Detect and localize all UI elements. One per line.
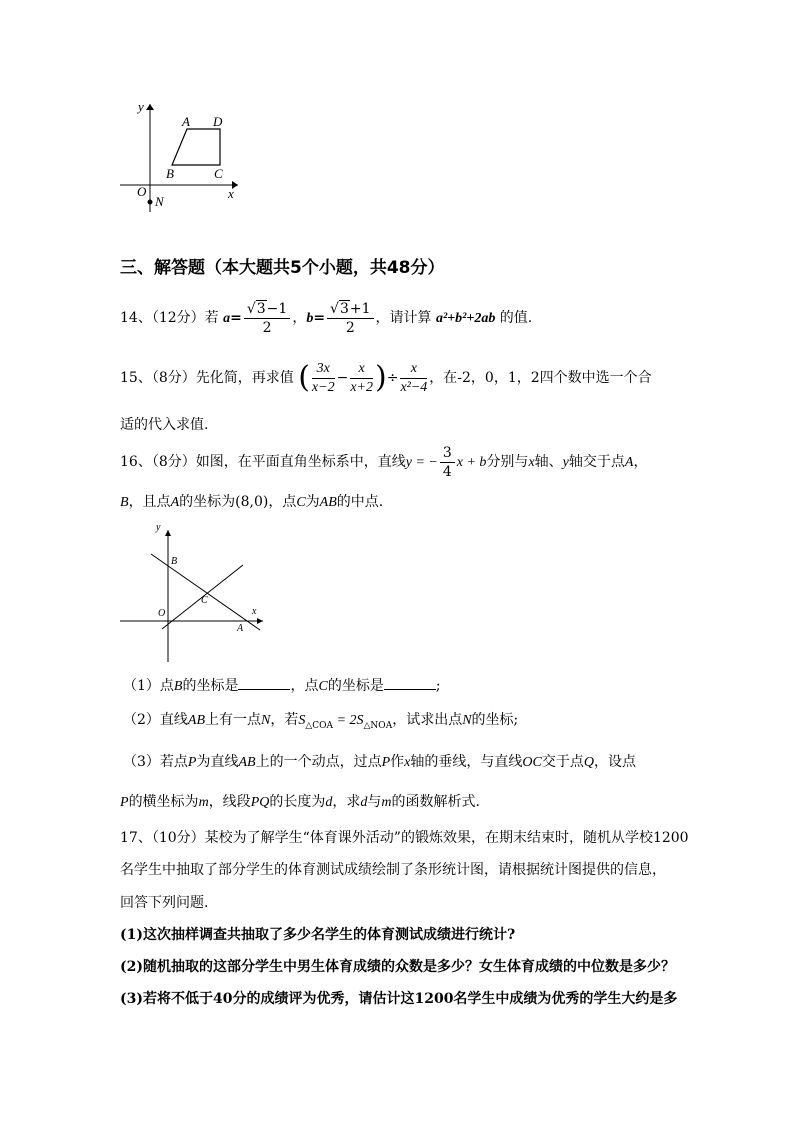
q16-part3-t: d (325, 795, 333, 810)
q16-coord: (8,0) (235, 494, 269, 510)
q16-part3-q: ，线段 (208, 794, 251, 810)
q16-part3-y: 的函数解析式. (391, 794, 480, 810)
q15-frac-2 (350, 360, 373, 397)
q16-part3-o: 的横坐标为 (128, 794, 199, 810)
q16-blank-c[interactable] (384, 675, 436, 690)
q17-sub3: (3)若将不低于40分的成绩评为优秀，请估计这1200名学生中成绩为优秀的学生大约是多 (120, 991, 678, 1007)
q16-part3-d: AB (238, 755, 256, 770)
q16-part3-u: ，求 (332, 794, 361, 810)
q16-part2-l: 的坐标; (471, 712, 519, 728)
section-heading: 三、解答题（本大题共5个小题，共48分） (120, 258, 445, 278)
q16-line2-f: 的中点. (336, 494, 384, 510)
q16-part1-b: B (173, 679, 183, 694)
q14-a-fraction: $\frac{√3-1}{2}$ (244, 300, 290, 337)
fig1-x-label: x (228, 186, 234, 201)
q15-f1-num: 3x (312, 360, 335, 379)
q16-pt-a: A (624, 455, 634, 470)
q16-part2-f: S (298, 713, 306, 728)
q14-a-num-tail: −1 (266, 300, 288, 317)
q16-part1-g: ; (435, 678, 441, 694)
q16-part3-m: ，设点 (593, 754, 636, 770)
q16-line1-end: ， (633, 454, 648, 470)
fig2-o-label: O (158, 608, 166, 619)
q17-line2: 名学生中抽取了部分学生的体育测试成绩绘制了条形统计图，请根据统计图提供的信息， (120, 862, 666, 878)
q16-part3-b: P (187, 755, 197, 770)
fig1-a-label: A (182, 114, 190, 129)
q16-part1-d: ，点 (290, 678, 319, 694)
q14-a-radicand: 3 (256, 300, 266, 317)
q15-open-paren: ( (298, 360, 310, 395)
q15-div: ÷ (386, 370, 399, 386)
q16-part3-line1 (123, 752, 636, 773)
q17-line1: 17、（10分）某校为了解学生“体育课外活动”的锻炼效果，在期末结束时，随机从学校1200 (120, 830, 689, 846)
fig1-d-label: D (213, 114, 223, 129)
question-16-line1 (120, 442, 647, 483)
q16-part3-h: x (404, 755, 411, 770)
q16-line1-b: 分别与 (486, 454, 529, 470)
fig1-b-label: B (166, 166, 174, 181)
fig1-o-label: O (137, 184, 147, 199)
q14-b-fraction: $\frac{√3+1}{2}$ (327, 300, 373, 337)
fig2-a-label: A (237, 623, 244, 634)
fig1-n-label: N (155, 194, 164, 209)
q15-minus: − (336, 370, 349, 386)
q14-eq-2: = (313, 310, 326, 326)
q16-part3-s: 的长度为 (269, 794, 326, 810)
figure-trapezoid (110, 96, 250, 216)
q16-y-var: y (562, 455, 569, 470)
q16-line2-e: 为 (305, 494, 320, 510)
q16-eq-num: 3 (440, 444, 455, 463)
q16-eq-rhs: x + b (456, 455, 487, 470)
q16-eq-den: 4 (442, 463, 452, 480)
trapezoid-abcd (172, 129, 220, 165)
q14-eq-1: = (230, 310, 242, 326)
q16-line2-b: B (120, 495, 129, 510)
q16-part2-c: 上有一点 (205, 712, 262, 728)
q16-blank-b[interactable] (238, 675, 290, 690)
question-16-line2 (120, 492, 383, 513)
q16-part3-c: 为直线 (196, 754, 239, 770)
q17-sub2: (2)随机抽取的这部分学生中男生体育成绩的众数是多少？女生体育成绩的中位数是多少？ (120, 959, 675, 975)
q16-part3-j: OC (522, 755, 542, 770)
q16-pt-c: C (296, 495, 306, 510)
q15-close-paren: ) (374, 360, 387, 395)
q16-part2-k: N (462, 713, 472, 728)
q16-x-var: x (528, 455, 535, 470)
q16-seg-ab: AB (319, 495, 337, 510)
q14-expression: a²+b²+2ab (435, 311, 496, 326)
q17-line3: 回答下列问题. (120, 895, 209, 911)
q16-part2-e: ，若 (270, 712, 299, 728)
q16-part2-h: = 2S (333, 713, 364, 728)
q14-comma: ， (292, 310, 307, 326)
q15-number: 15、（8分）先化简，再求值 (120, 370, 294, 386)
q16-part3-k: 交于点 (541, 754, 584, 770)
question-14 (120, 298, 532, 339)
q15-f3-num: x (400, 360, 427, 379)
fig1-y-label: y (138, 99, 144, 114)
q16-part1-e: C (318, 679, 328, 694)
q15-f1-den: x−2 (311, 379, 335, 395)
fig2-c-label: C (201, 595, 208, 606)
q16-eq-lhs: y = − (405, 455, 438, 470)
q15-f2-den: x+2 (350, 379, 373, 395)
q16-part2-j: ，试求出点 (392, 712, 463, 728)
q16-part3-v: d (360, 795, 368, 810)
q16-part3-p: m (198, 795, 209, 810)
fig1-c-label: C (214, 166, 223, 181)
q16-part1-f: 的坐标是 (327, 678, 384, 694)
q14-b-var: b (306, 311, 314, 326)
point-n (148, 200, 153, 205)
q16-part2-a: （2）直线 (123, 712, 188, 728)
fig2-x-arrow (257, 618, 263, 624)
q16-part2-b: AB (187, 713, 206, 728)
q16-part3-n: P (120, 795, 129, 810)
q16-line1-d: 轴交于点 (568, 454, 625, 470)
q14-a-den: 2 (262, 319, 272, 336)
q16-part2 (123, 710, 518, 736)
q16-part3-l: Q (583, 755, 594, 770)
q15-line2: 适的代入求值. (120, 417, 209, 433)
q15-f2-num: x (350, 360, 373, 379)
q14-b-den: 2 (345, 319, 355, 336)
q14-b-radicand: 3 (339, 300, 349, 317)
q16-line2-a: ，且点 (128, 494, 171, 510)
q16-part3-i: 轴的垂线，与直线 (410, 754, 523, 770)
q14-a-var: a (223, 311, 231, 326)
fig2-y-arrow (165, 530, 171, 536)
q16-part2-g: △COA (305, 720, 334, 731)
q16-part3-x: m (381, 795, 392, 810)
q16-line2-a2: A (170, 495, 180, 510)
fig2-x-label: x (252, 606, 257, 617)
q16-part3-a: （3）若点 (123, 754, 188, 770)
q16-line2-c: 的坐标为 (179, 494, 236, 510)
q14-number: 14、（12分）若 (120, 310, 219, 326)
q15-frac-1 (312, 360, 335, 397)
q15-tail-line1: ，在-2，0，1，2四个数中选一个合 (429, 370, 652, 386)
q16-part2-d: N (261, 713, 271, 728)
q16-part1 (123, 675, 441, 697)
q16-part1-a: （1）点 (123, 678, 174, 694)
q16-part3-r: PQ (250, 795, 270, 810)
line-ab (151, 554, 260, 630)
q16-part2-i: △NOA (363, 720, 393, 731)
q16-eq-frac (440, 444, 455, 481)
q16-part3-w: 与 (367, 794, 382, 810)
q17-sub1: (1)这次抽样调查共抽取了多少名学生的体育测试成绩进行统计? (120, 927, 516, 943)
q14-b-num-tail: +1 (349, 300, 371, 317)
y-axis-arrow (146, 104, 154, 110)
q15-frac-3 (400, 360, 427, 397)
q15-f3-den: x²−4 (400, 379, 428, 395)
figure-lines (118, 520, 268, 665)
q16-line2-d: ，点 (268, 494, 297, 510)
q16-line1-c: 轴、 (534, 454, 563, 470)
question-15 (120, 356, 652, 400)
fig2-y-label: y (156, 522, 161, 533)
q16-part3-g: 作 (390, 754, 405, 770)
q16-part3-e: 上的一个动点，过点 (255, 754, 382, 770)
q16-part1-c: 的坐标是 (182, 678, 239, 694)
q14-tail: ，请计算 (375, 310, 432, 326)
q14-end: 的值. (499, 310, 533, 326)
q16-part3-line2 (120, 792, 480, 813)
fig2-b-label: B (171, 556, 178, 567)
q16-line1-a: 16、（8分）如图，在平面直角坐标系中，直线 (120, 454, 406, 470)
lines-svg (118, 520, 268, 665)
q16-part3-f: P (381, 755, 391, 770)
